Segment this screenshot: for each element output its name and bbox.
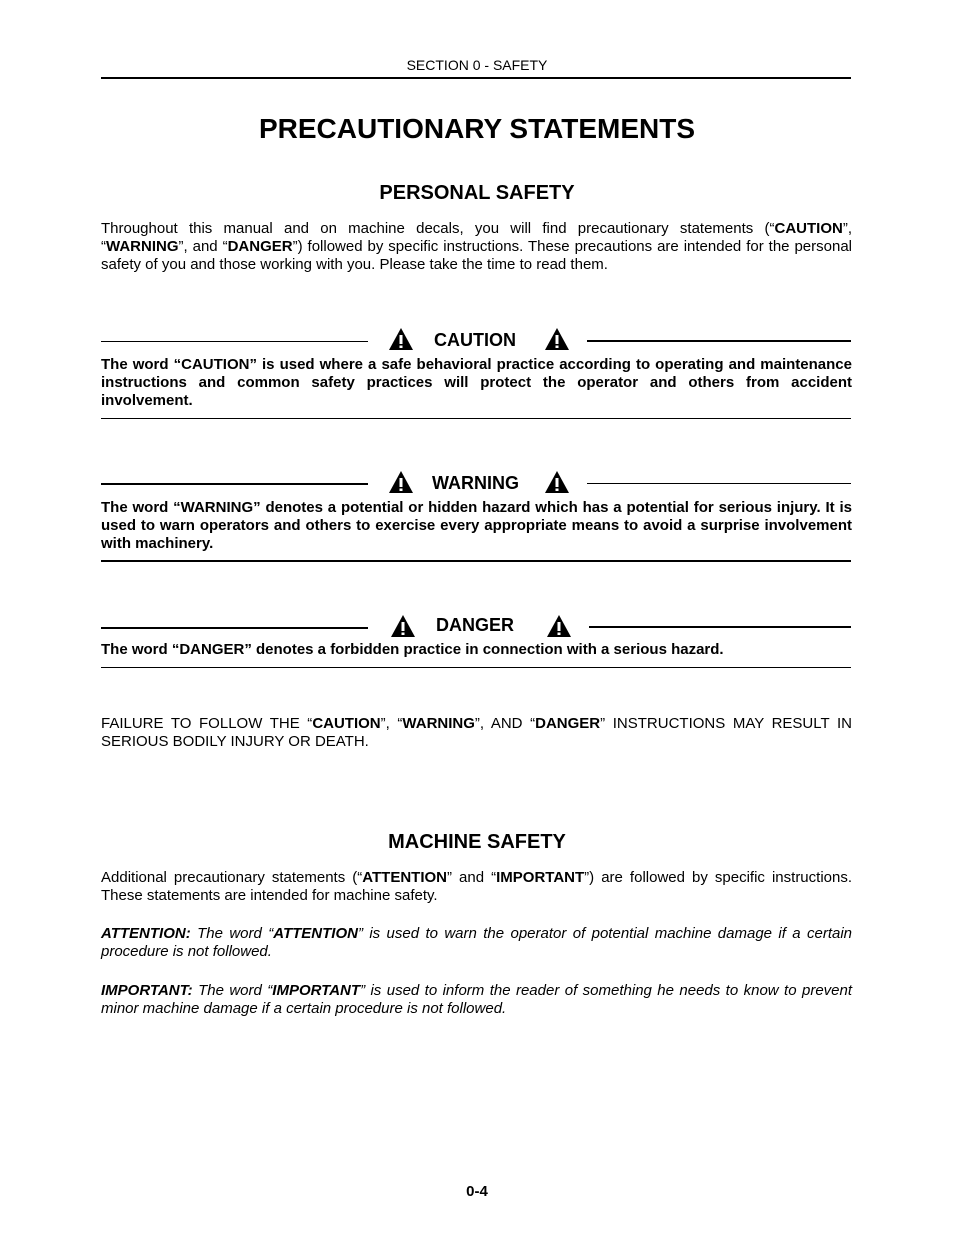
notice-text: ”, AND “ [474,715,536,732]
machine-safety-intro [101,869,852,905]
notice-text: ” INSTRUCTIONS MAY RESULT IN SERIOUS BODILY INJURY OR DEATH. [101,715,852,750]
intro-danger-word: DANGER [227,238,293,255]
attention-text: The word “ [190,925,274,942]
important-word: IMPORTANT [272,982,361,999]
important-text: The word “ [192,982,273,999]
notice-text: ”, “ [380,715,403,732]
notice-text: FAILURE TO FOLLOW THE “ [101,715,313,732]
danger-rule-left [101,627,368,629]
attention-note [101,925,852,961]
caution-text: The word “CAUTION” is used where a safe behavioral practice according to operating and maintenance instructions and common safety practices will protect the operator and others from accident involvement. [101,356,852,409]
caution-bottom-rule [101,418,851,419]
attention-label: ATTENTION: [101,925,191,942]
personal-safety-heading: PERSONAL SAFETY [379,182,575,204]
danger-bottom-rule [101,667,851,668]
danger-text: The word “DANGER” denotes a forbidden practice in connection with a serious hazard. [101,641,724,658]
warning-rule-right [587,483,851,484]
warning-triangle-icon [544,327,570,351]
intro-text: Additional precautionary statements (“ [101,869,363,886]
intro-text: ”) followed by specific instructions. These precautions are intended for the personal safety of you and those working with you. Please take the time to read them. [101,238,852,273]
intro-text: ”, and “ [178,238,228,255]
caution-rule-right [587,340,851,342]
header-rule [101,77,851,79]
intro-warning-word: WARNING [106,238,179,255]
intro-attention-word: ATTENTION [362,869,447,886]
machine-safety-heading: MACHINE SAFETY [388,831,566,853]
attention-word: ATTENTION [273,925,358,942]
warning-text: The word “WARNING” denotes a potential or hidden hazard which has a potential for serious injury. It is used to warn operators and others to exercise every appropriate means to avoid a surprise involvement with machinery. [101,499,852,552]
notice-warning-word: WARNING [402,715,475,732]
intro-caution-word: CAUTION [774,220,843,237]
notice-caution-word: CAUTION [312,715,381,732]
important-text: ” is used to inform the reader of something he needs to know to prevent minor machine damage if a certain procedure is not followed. [101,982,853,1017]
notice-danger-word: DANGER [535,715,601,732]
warning-label: WARNING [432,473,519,493]
intro-text: ” and “ [447,869,497,886]
intro-important-word: IMPORTANT [496,869,585,886]
warning-triangle-icon [390,614,416,638]
section-header: SECTION 0 - SAFETY [406,57,548,73]
intro-text: Throughout this manual and on machine decals, you will find precautionary statements (“ [101,220,775,237]
warning-bottom-rule [101,560,851,562]
danger-label: DANGER [436,615,515,635]
attention-text: ” is used to warn the operator of potential machine damage if a certain procedure is not followed. [101,925,853,960]
warning-rule-left [101,483,368,485]
caution-rule-left [101,341,368,342]
page-title: PRECAUTIONARY STATEMENTS [258,113,696,144]
important-label: IMPORTANT: [101,982,193,999]
warning-triangle-icon [546,614,572,638]
warning-triangle-icon [388,470,414,494]
danger-rule-right [589,626,851,628]
intro-text: ”) are followed by specific instructions. These statements are intended for machine safety. [101,869,853,904]
page-number: 0-4 [466,1183,488,1200]
failure-notice [101,715,852,751]
intro-text: ”, “ [101,220,852,255]
warning-triangle-icon [544,470,570,494]
warning-triangle-icon [388,327,414,351]
caution-label: CAUTION [434,330,516,350]
important-note [101,982,852,1018]
personal-safety-intro [101,220,852,274]
